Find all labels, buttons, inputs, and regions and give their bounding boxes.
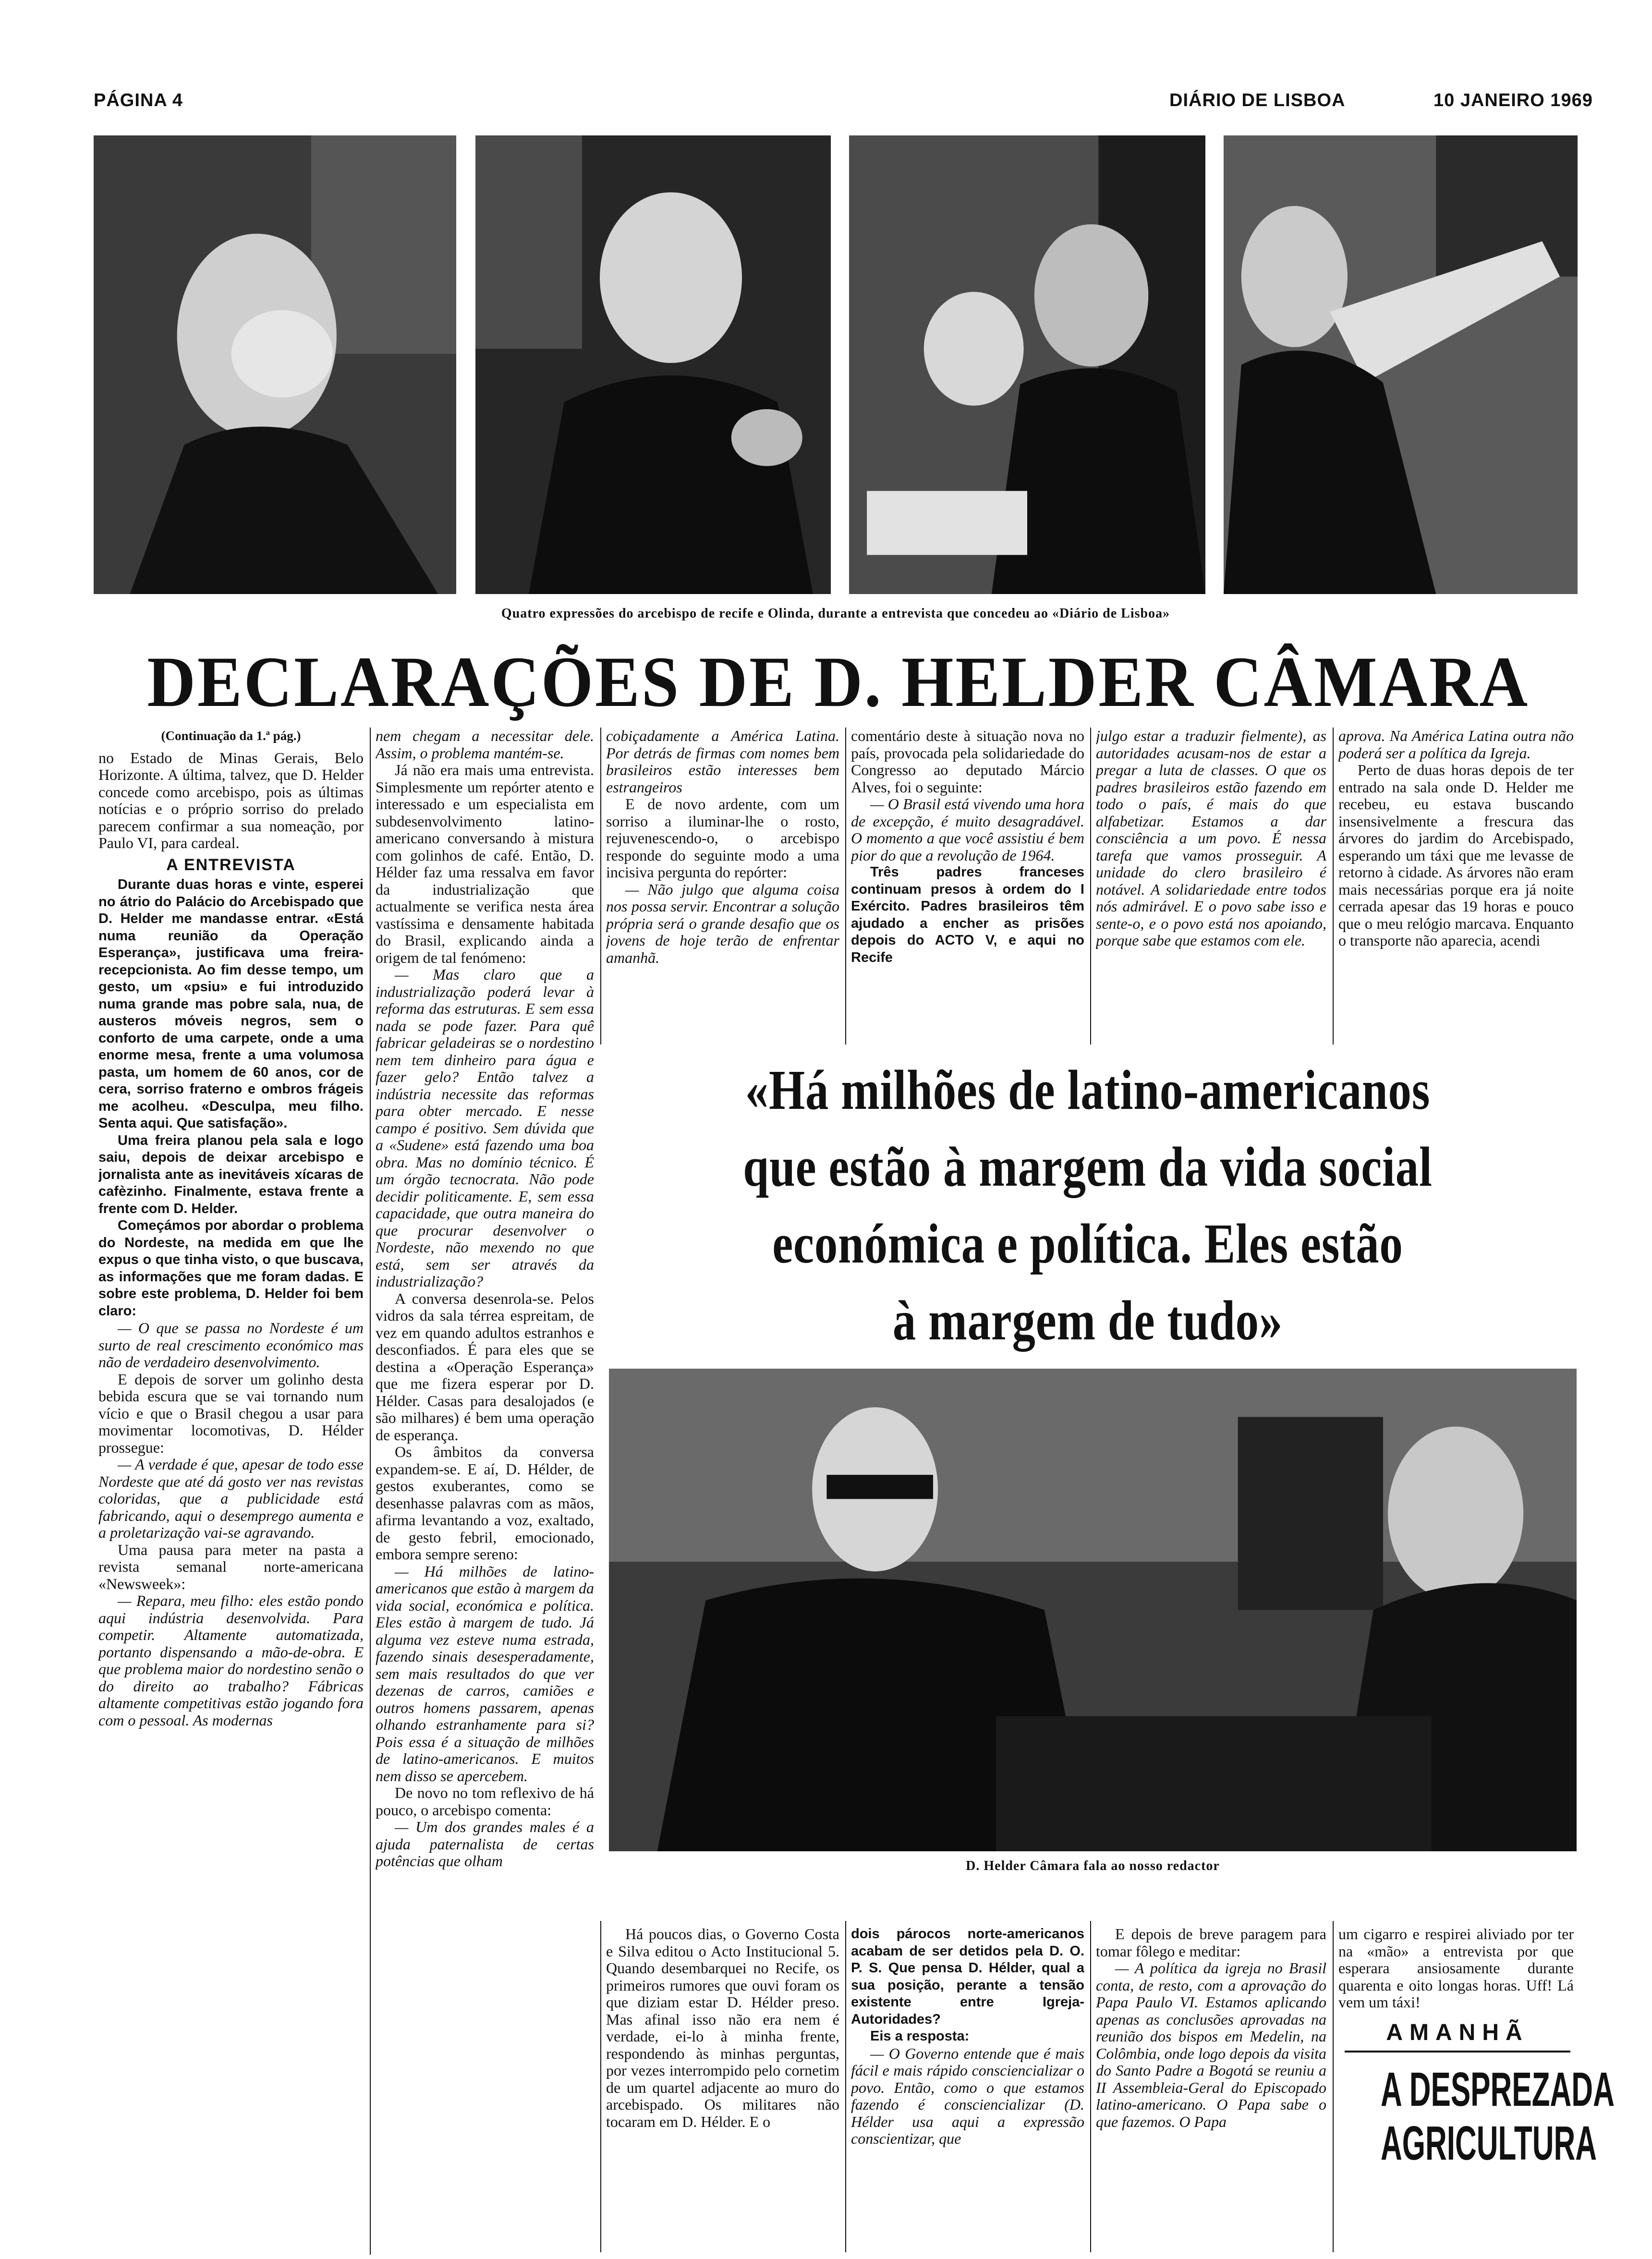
paragraph: comentário deste à situação nova no país, provocada pela solidariedade do Congresso ao deputado Márcio Alves, foi o seguinte: bbox=[851, 728, 1084, 796]
column-rule bbox=[1333, 728, 1334, 1044]
paragraph-quote: — Mas claro que a industrialização poderá levar à reforma das estruturas. E sem essa nada se pode fazer. Para quê fabricar geladeiras se o nordestino nem tem dinheiro para água e fazer gelo? Então talvez a indústria necessite das reformas para obter mercado. E nesse campo é positivo. Sem dúvida que a «Sudene» está fazendo uma boa obra. Mas no domínio técnico. É um órgão tecnocrata. Não pode decidir politicamente. E, sem essa capacidade, que outra maneira do que procurar desenvolver o Nordeste, não mexendo no que está, sem ser através da industrialização? bbox=[376, 966, 594, 1290]
paragraph: E depois de breve paragem para tomar fôlego e meditar: bbox=[1096, 1926, 1326, 1960]
paragraph-bold: Três padres franceses continuam presos à ordem do I Exército. Padres brasileiros têm ajudado a encher as prisões depois do ACTO V, e aqui no Recife bbox=[851, 864, 1084, 965]
paragraph-bold: Eis a resposta: bbox=[870, 2028, 970, 2044]
photo-archbishop-1 bbox=[94, 135, 456, 594]
column-rule bbox=[600, 728, 601, 1044]
article-column-2 bbox=[376, 728, 594, 2252]
article-column-6 bbox=[1338, 728, 1574, 1044]
pull-quote bbox=[688, 1052, 1488, 1359]
pull-quote-line: «Há milhões de latino-americanos bbox=[745, 1058, 1431, 1121]
article-column-4 bbox=[851, 728, 1084, 1044]
paragraph-quote: — Um dos grandes males é a ajuda paternalista de certas potências que olham bbox=[376, 1818, 594, 1870]
newspaper-name: DIÁRIO DE LISBOA bbox=[1169, 90, 1346, 110]
paragraph-bold: Durante duas horas e vinte, esperei no átrio do Palácio do Arcebispado que D. Helder me mandasse entrar. «Está numa reunião da Operação Esperança», justificava uma freira-recepcionista. Ao fim desse tempo, um gesto, um «psiu» e fui introduzido numa grande mas pobre sala, nua, de austeros móveis negros, sem o conforto de uma carpete, onde a uma enorme mesa, frente a uma volumosa pasta, um homem de 60 anos, cor de cera, sorriso fraterno e ombros frágeis me acolheu. «Desculpa, meu filho. Senta aqui. Que satisfação». bbox=[98, 877, 364, 1131]
column-rule bbox=[845, 728, 846, 1044]
continuation-note: (Continuação da 1.ª pág.) bbox=[161, 729, 301, 743]
paragraph: Os âmbitos da conversa expandem-se. E aí, D. Hélder, de gestos exuberantes, como se desenhasse palavras com as mãos, afirma levantando a voz, exaltado, de gesto febril, emocionado, embora sempre sereno: bbox=[376, 1443, 594, 1563]
column-rule bbox=[1090, 1921, 1091, 2252]
paragraph: Já não era mais uma entrevista. Simplesmente um repórter atento e interessado e um especialista em subdesenvolvimento latino-americano conversando à mistura com golinhos de café. Então, D. Hélder faz uma ressalva em favor da industrialização que actualmente se verifica nesta área vastíssima e densamente habitada do Brasil, explicando ainda a origem de tal fenómeno: bbox=[376, 761, 594, 966]
paragraph-quote: — O Governo entende que é mais fácil e mais rápido consciencializar o povo. Então, como o que estamos fazendo é consciencializar (D. Hélder usa aqui a expressão conscientizar, que bbox=[851, 2044, 1084, 2147]
paragraph-quote: aprova. Na América Latina outra não poderá ser a política da Igreja. bbox=[1338, 728, 1574, 762]
paragraph: Há poucos dias, o Governo Costa e Silva editou o Acto Institucional 5. Quando desembarquei no Recife, os primeiros rumores que ouvi foram os que diziam estar D. Hélder preso. Mas afinal isso não era nem é verdade, ei-lo à minha frente, respondendo às minhas perguntas, por vezes interrompido pelo cornetim de um quartel adjacente ao muro do arcebispado. Os militares não tocaram em D. Hélder. E o bbox=[606, 1926, 839, 2130]
column-rule bbox=[845, 1921, 846, 2252]
top-photos-caption: Quatro expressões do arcebispo de recife e Olinda, durante a entrevista que concedeu ao «Diário de Lisboa» bbox=[501, 606, 1170, 621]
paragraph: De novo no tom reflexivo de há pouco, o arcebispo comenta: bbox=[376, 1784, 594, 1819]
article-column-7 bbox=[606, 1926, 839, 2252]
paragraph: E de novo ardente, com um sorriso a iluminar-lhe o rosto, rejuvenescendo-o, o arcebispo responde do seguinte modo a uma incisiva pergunta do repórter: bbox=[606, 795, 839, 881]
photo-archbishop-4 bbox=[1224, 135, 1578, 594]
page-number: PÁGINA 4 bbox=[94, 90, 183, 110]
paragraph-quote: nem chegam a necessitar dele. Assim, o problema mantém-se. bbox=[376, 728, 594, 762]
subheading-entrevista: A ENTREVISTA bbox=[166, 855, 296, 874]
paragraph-bold: Uma freira planou pela sala e logo saiu, depois de deixar arcebispo e jornalista ante as inevitáveis xícaras de cafèzinho. Finalmente, estava frente a frente com D. Helder. bbox=[98, 1132, 364, 1216]
column-rule bbox=[600, 1921, 601, 2252]
article-column-10 bbox=[1338, 1926, 1574, 2012]
article-column-3 bbox=[606, 728, 839, 1044]
article-column-5 bbox=[1096, 728, 1326, 1044]
article-column-9 bbox=[1096, 1926, 1326, 2252]
paragraph-quote: julgo estar a traduzir fielmente), as autoridades acusam-nos de estar a pregar a luta de classes. O que os padres brasileiros estão fazendo em todo o país, é mais do que alfabetizar. Estamos a dar consciência a um povo. É nessa tarefa que vamos prosseguir. A unidade do clero brasileiro é notável. A solidariedade entre todos nós admirável. E o povo sabe isso e sente-o, e o povo está nos apoiando, porque sabe que estamos com ele. bbox=[1096, 728, 1326, 949]
paragraph-quote: — O que se passa no Nordeste é um surto de real crescimento económico mas não de verdadeiro desenvolvimento. bbox=[98, 1319, 364, 1371]
bottom-photo-caption: D. Helder Câmara fala ao nosso redactor bbox=[966, 1858, 1220, 1873]
pull-quote-line: económica e política. Eles estão bbox=[772, 1212, 1403, 1275]
amanha-title-line: A DESPREZADA bbox=[1381, 2063, 1615, 2116]
amanha-title bbox=[1381, 2063, 1615, 2178]
paragraph: no Estado de Minas Gerais, Belo Horizonte. A última, talvez, que D. Helder concede como arcebispo, pois as últimas notícias e o próprio sorriso do prelado parecem confirmar a sua nomeação, por Paulo VI, para cardeal. bbox=[98, 749, 364, 851]
article-column-1 bbox=[98, 728, 364, 2252]
photo-interview bbox=[609, 1369, 1577, 1851]
paragraph-quote: — Repara, meu filho: eles estão pondo aqui indústria desenvolvida. Para competir. Altamente automatizada, portanto dispensando a mão-de-obra. E que problema maior do nordestino senão o do direito ao trabalho? Fábricas altamente competitivas estão jogando fora com o pessoal. As modernas bbox=[98, 1592, 364, 1729]
column-rule bbox=[1333, 1921, 1334, 2252]
paragraph-quote: — A política da igreja no Brasil conta, de resto, com a aprovação do Papa Paulo VI. Estamos aplicando apenas as conclusões aprovadas na reunião dos bispos em Medelin, na Colômbia, onde logo depois da visita do Santo Padre a Bogotá se reuniu a II Assembleia-Geral do Episcopado latino-americano. O Papa sabe o que fazemos. O Papa bbox=[1096, 1959, 1326, 2130]
issue-date: 10 JANEIRO 1969 bbox=[1433, 90, 1593, 110]
amanha-title-line: AGRICULTURA bbox=[1381, 2116, 1597, 2170]
paragraph: Perto de duas horas depois de ter entrado na sala onde D. Helder me recebeu, eu estava buscando insensivelmente a frescura das árvores do jardim do Arcebispado, esperando um táxi que me levasse de retorno à cidade. As árvores não eram mais necessárias porque era já noite cerrada apesar das 19 horas e pouco que o meu relógio marcava. Enquanto o transporte não aparecia, acendi bbox=[1338, 761, 1574, 949]
article-column-8 bbox=[851, 1926, 1084, 2252]
column-rule bbox=[370, 728, 371, 2255]
pull-quote-line: à margem de tudo» bbox=[892, 1289, 1283, 1352]
column-rule bbox=[1090, 728, 1091, 1044]
paragraph: E depois de sorver um golinho desta bebida escura que se vai tornando num vício e que o Brasil chegou a usar para movimentar locomotivas, D. Hélder prossegue: bbox=[98, 1370, 364, 1456]
photo-archbishop-3 bbox=[849, 135, 1205, 594]
paragraph-quote: — Há milhões de latino-americanos que estão à margem da vida social, económica e política. Eles estão à margem de tudo. Já alguma vez esteve numa estrada, fazendo sinais desesperadamente, sem mais resultados do que ver dezenas de carros, camiões e outros homens passarem, apenas olhando estranhamente para si? Pois essa é a situação de milhões de latino-americanos. E muitos nem disso se apercebem. bbox=[376, 1562, 594, 1785]
paragraph-bold: Começámos por abordar o problema do Nordeste, na medida em que lhe expus o que tinha visto, o que buscava, as informações que me foram dadas. E sobre este problema, D. Helder foi bem claro: bbox=[98, 1218, 364, 1319]
paragraph: A conversa desenrola-se. Pelos vidros da sala térrea espreitam, de vez em quando adultos estranhos e desconfiados. É para eles que se destina a «Operação Esperança» que me fizera esperar por D. Hélder. Casas para desalojados (e são milhares) é bem uma operação de esperança. bbox=[376, 1289, 594, 1444]
amanha-label: AMANHÃ bbox=[1386, 2020, 1529, 2045]
paragraph: um cigarro e respirei aliviado por ter na «mão» a entrevista por que esperara ansiosamente durante quarenta e oito longas horas. Uff! Lá vem um táxi! bbox=[1338, 1926, 1574, 2011]
paragraph-bold: dois párocos norte-americanos acabam de ser detidos pela D. O. P. S. Que pensa D. Hélder, qual a sua posição, perante a tensão existente entre Igreja-Autoridades? bbox=[851, 1926, 1084, 2027]
photo-archbishop-2 bbox=[475, 135, 831, 594]
paragraph: Uma pausa para meter na pasta a revista semanal norte-americana «Newsweek»: bbox=[98, 1541, 364, 1592]
headline: DECLARAÇÕES DE D. HELDER CÂMARA bbox=[147, 642, 1530, 722]
paragraph-quote: cobiçadamente a América Latina. Por detrás de firmas com nomes bem brasileiros estão interesses bem estrangeiros bbox=[606, 728, 839, 796]
page-header bbox=[94, 90, 1593, 111]
pull-quote-line: que estão à margem da vida social bbox=[743, 1135, 1433, 1198]
paragraph-quote: — Não julgo que alguma coisa nos possa servir. Encontrar a solução própria será o grande desafio que os jovens de hoje terão de enfrentar amanhã. bbox=[606, 880, 839, 966]
paragraph-quote: — O Brasil está vivendo uma hora de excepção, é muito desagradável. O momento a que você assistiu é bem pior do que a revolução de 1964. bbox=[851, 795, 1084, 864]
paragraph-quote: — A verdade é que, apesar de todo esse Nordeste que até dá gosto ver nas revistas coloridas, que a publicidade está fabricando, aqui o desemprego aumenta e a proletarização vai-se agravando. bbox=[98, 1456, 364, 1541]
